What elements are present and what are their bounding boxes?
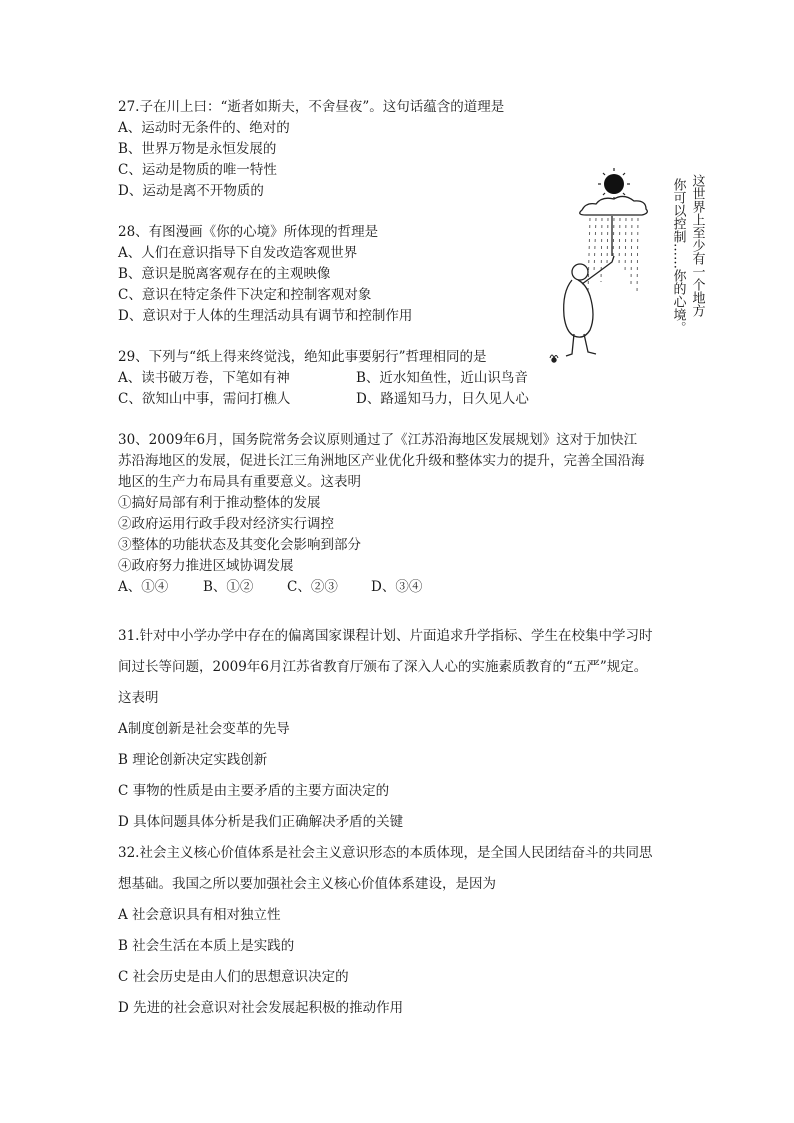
- q30-statement-2: ②政府运用行政手段对经济实行调控: [118, 516, 334, 532]
- q28-option-b: B、意识是脱离客观存在的主观映像: [118, 266, 331, 282]
- q31-option-a: A制度创新是社会变革的先导: [118, 721, 290, 737]
- q27-option-b: B、世界万物是永恒发展的: [118, 141, 277, 157]
- q28-option-d: D、意识对于人体的生理活动具有调节和控制作用: [118, 308, 413, 324]
- q29-option-c: C、欲知山中事，需问打樵人: [118, 391, 291, 407]
- q28-option-a: A、人们在意识指导下自发改造客观世界: [118, 245, 358, 261]
- q28-stem: 28、有图漫画《你的心境》所体现的哲理是: [118, 224, 379, 240]
- q30-statement-1: ①搞好局部有利于推动整体的发展: [118, 495, 321, 511]
- q30-option-a: A、①④: [118, 579, 169, 595]
- q31-option-d: D 具体问题具体分析是我们正确解决矛盾的关键: [118, 814, 404, 830]
- q30-stem-line-1: 30、2009年6月，国务院常务会议原则通过了《江苏沿海地区发展规划》这对于加快江: [118, 432, 638, 448]
- q31-stem-line-2: 间过长等问题，2009年6月江苏省教育厅颁布了深入人心的实施素质教育的“五严”规定。: [118, 659, 648, 675]
- q29-stem: 29、下列与“纸上得来终觉浅，绝知此事要躬行”哲理相同的是: [118, 349, 487, 365]
- q31-option-b: B 理论创新决定实践创新: [118, 752, 268, 768]
- cartoon-illustration: [546, 162, 706, 377]
- q30-option-b: B、①②: [203, 579, 254, 595]
- q30-stem-line-2: 苏沿海地区的发展，促进长江三角洲地区产业优化升级和整体实力的提升，完善全国沿海: [118, 453, 645, 469]
- rain-icon: [588, 218, 638, 294]
- grass-icon: [550, 355, 558, 362]
- q32-option-b: B 社会生活在本质上是实践的: [118, 938, 295, 954]
- q30-option-c: C、②③: [287, 579, 338, 595]
- q32-option-d: D 先进的社会意识对社会发展起积极的推动作用: [118, 1000, 404, 1016]
- q27-stem: 27.子在川上曰：“逝者如斯夫，不舍昼夜”。这句话蕴含的道理是: [118, 99, 505, 115]
- q32-option-a: A 社会意识具有相对独立性: [118, 907, 281, 923]
- cartoon-caption-1: 这世界上至少有一个地方: [689, 174, 705, 317]
- q28-option-c: C、意识在特定条件下决定和控制客观对象: [118, 287, 372, 303]
- q32-option-c: C 社会历史是由人们的思想意识决定的: [118, 969, 349, 985]
- q27-option-a: A、运动时无条件的、绝对的: [118, 120, 290, 136]
- q30-statement-4: ④政府努力推进区域协调发展: [118, 558, 294, 574]
- q29-option-d: D、路遥知马力，日久见人心: [356, 391, 529, 407]
- q31-option-c: C 事物的性质是由主要矛盾的主要方面决定的: [118, 783, 390, 799]
- q30-statement-3: ③整体的功能状态及其变化会影响到部分: [118, 537, 361, 553]
- q29-option-b: B、近水知鱼性，近山识鸟音: [356, 370, 528, 386]
- cartoon-caption-2: 你可以控制……你的心境。: [670, 178, 686, 334]
- man-figure: [564, 216, 614, 356]
- q27-option-d: D、运动是离不开物质的: [118, 183, 264, 199]
- sun-icon: [598, 168, 630, 200]
- q31-stem-line-3: 这表明: [118, 690, 159, 706]
- q31-stem-line-1: 31.针对中小学办学中存在的偏离国家课程计划、片面追求升学指标、学生在校集中学习时: [118, 628, 653, 644]
- q32-stem-line-2: 想基础。我国之所以要加强社会主义核心价值体系建设，是因为: [118, 876, 496, 892]
- q29-option-a: A、读书破万卷，下笔如有神: [118, 370, 290, 386]
- q30-option-d: D、③④: [371, 579, 423, 595]
- q27-option-c: C、运动是物质的唯一特性: [118, 162, 277, 178]
- cloud-icon: [580, 196, 648, 215]
- q30-stem-line-3: 地区的生产力布局具有重要意义。这表明: [118, 474, 361, 490]
- q32-stem-line-1: 32.社会主义核心价值体系是社会主义意识形态的本质体现，是全国人民团结奋斗的共同思: [118, 845, 653, 861]
